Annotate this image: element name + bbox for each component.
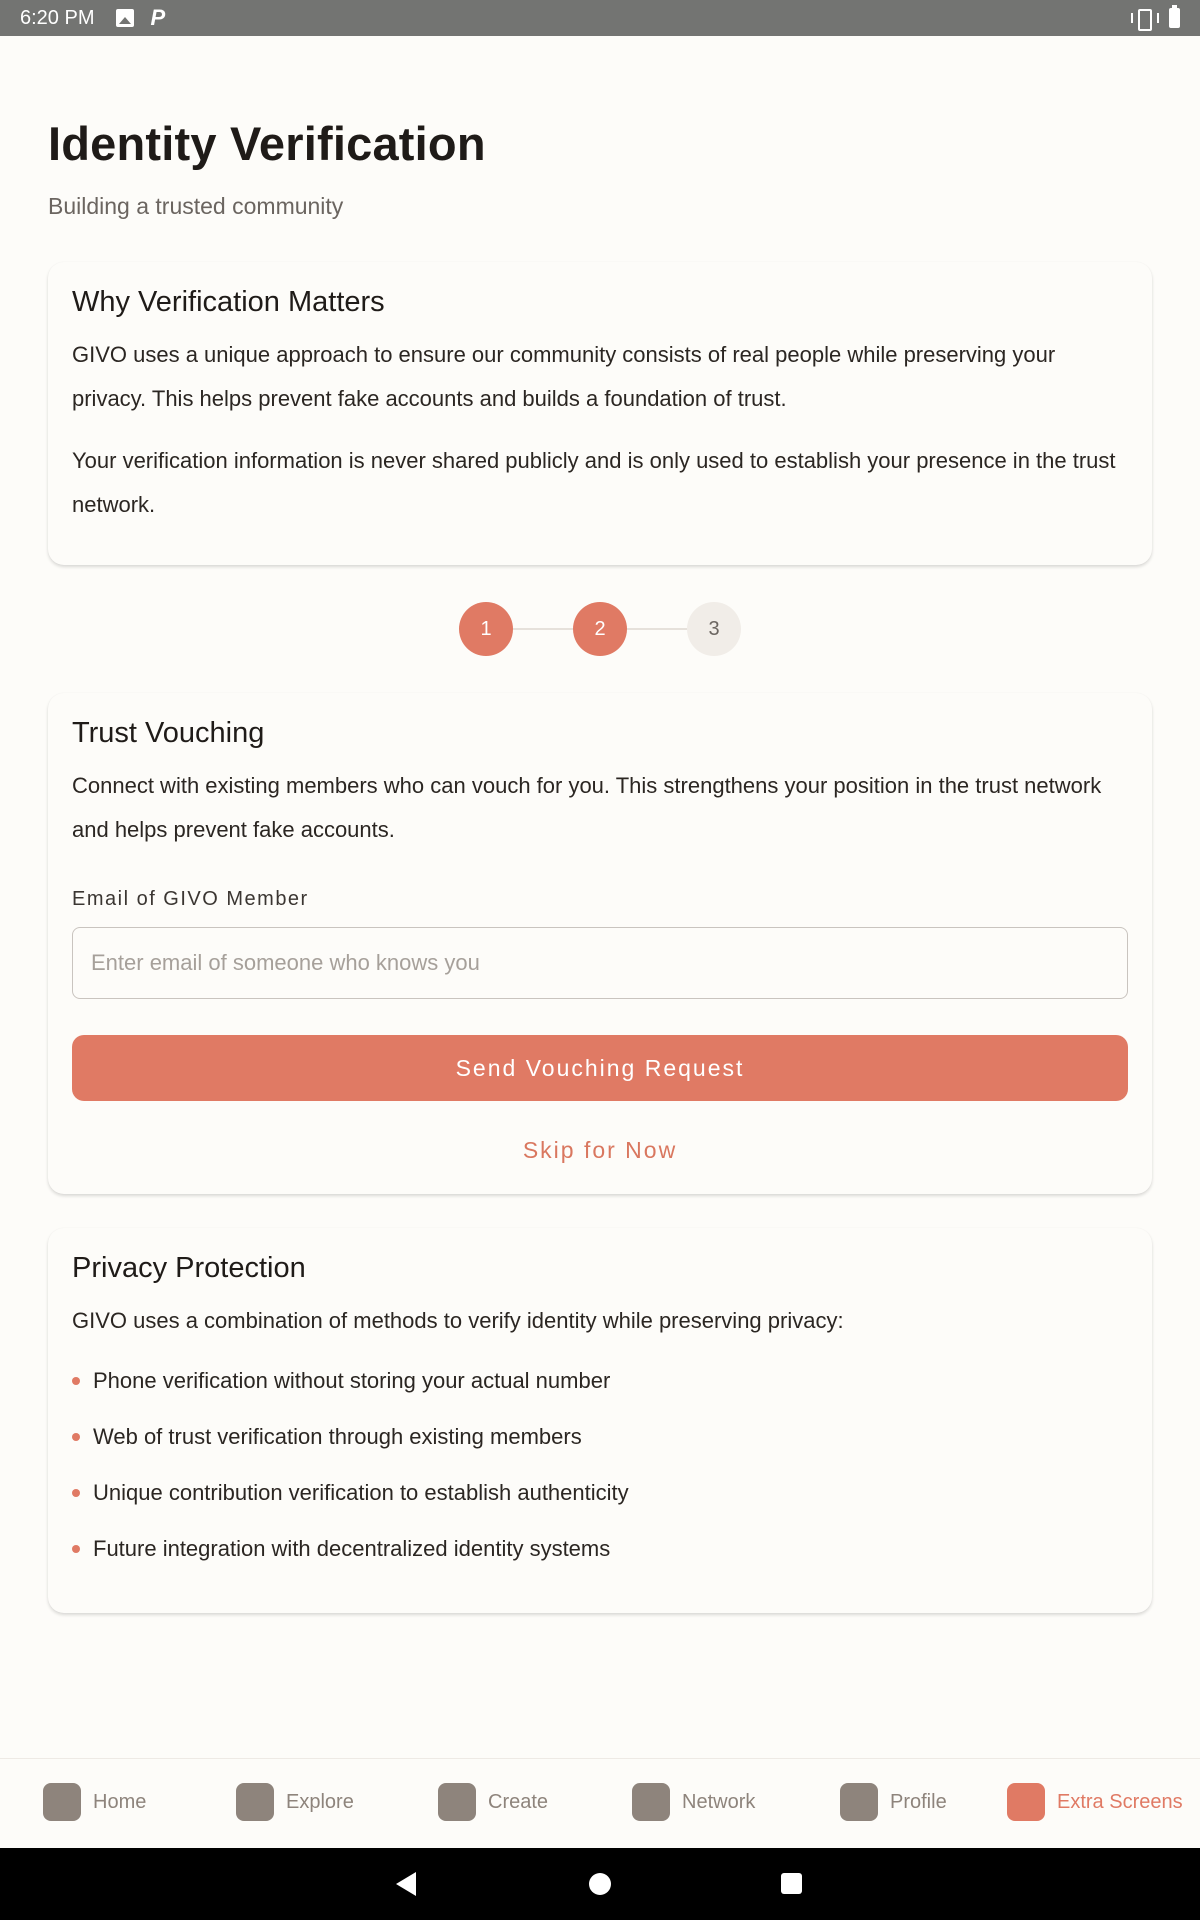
- step-connector: [513, 628, 573, 630]
- why-verification-title: Why Verification Matters: [72, 286, 385, 318]
- list-item: [72, 1409, 1128, 1465]
- why-verification-paragraph-2: Your verification information is never shared publicly and is only used to establish your presence in the trust network.: [72, 448, 1116, 517]
- battery-icon: [1169, 8, 1180, 28]
- parking-icon: P: [150, 5, 166, 30]
- status-time: 6:20 PM: [20, 6, 95, 29]
- email-field-label: Email of GIVO Member: [72, 888, 309, 910]
- nav-item-network[interactable]: [632, 1783, 755, 1821]
- step-3: 3: [687, 602, 741, 656]
- page-title: Identity Verification: [48, 117, 486, 170]
- bottom-navigation: [0, 1758, 1200, 1848]
- list-item-text: Unique contribution verification to establish authenticity: [93, 1480, 629, 1505]
- member-email-input[interactable]: [72, 927, 1128, 999]
- home-icon: [43, 1783, 81, 1821]
- nav-label: Network: [682, 1790, 756, 1813]
- page-subtitle: Building a trusted community: [48, 193, 344, 219]
- privacy-methods-list: [72, 1353, 1128, 1577]
- bullet-dot-icon: [72, 1377, 80, 1385]
- list-item-text: Web of trust verification through existing members: [93, 1424, 582, 1449]
- image-icon: [116, 9, 134, 27]
- nav-label: Home: [93, 1790, 147, 1813]
- bullet-dot-icon: [72, 1433, 80, 1441]
- nav-label: Create: [488, 1790, 549, 1813]
- list-item: [72, 1521, 1128, 1577]
- back-icon[interactable]: [396, 1872, 416, 1896]
- home-circle-icon[interactable]: [589, 1873, 611, 1895]
- nav-label: Extra Screens: [1057, 1790, 1183, 1813]
- send-vouching-request-button[interactable]: Send Vouching Request: [72, 1035, 1128, 1101]
- privacy-protection-title: Privacy Protection: [72, 1252, 306, 1284]
- system-navigation-bar: [0, 1848, 1200, 1920]
- create-icon: [438, 1783, 476, 1821]
- list-item-text: Future integration with decentralized identity systems: [93, 1536, 611, 1561]
- trust-vouching-title: Trust Vouching: [72, 717, 265, 749]
- main-content: [48, 36, 1152, 1613]
- network-icon: [632, 1783, 670, 1821]
- extra-screens-icon: [1007, 1783, 1045, 1821]
- list-item: [72, 1465, 1128, 1521]
- privacy-protection-intro: GIVO uses a combination of methods to verify identity while preserving privacy:: [72, 1308, 844, 1333]
- nav-item-profile[interactable]: [840, 1783, 947, 1821]
- why-verification-paragraph-1: GIVO uses a unique approach to ensure our community consists of real people while preserving your privacy. This helps prevent fake accounts and builds a foundation of trust.: [72, 342, 1056, 411]
- nav-item-extra-screens[interactable]: [1007, 1783, 1183, 1821]
- nav-label: Explore: [286, 1790, 354, 1813]
- status-bar: [0, 0, 1200, 36]
- bullet-dot-icon: [72, 1545, 80, 1553]
- trust-vouching-description: Connect with existing members who can vouch for you. This strengthens your position in the trust network and helps prevent fake accounts.: [72, 773, 1102, 842]
- nav-item-explore[interactable]: [236, 1783, 354, 1821]
- nav-item-home[interactable]: [43, 1783, 146, 1821]
- why-verification-card: [48, 262, 1152, 565]
- nav-item-create[interactable]: [438, 1783, 548, 1821]
- step-2: 2: [573, 602, 627, 656]
- trust-vouching-card: [48, 693, 1152, 1194]
- nav-label: Profile: [890, 1790, 947, 1813]
- vibrate-icon: [1131, 9, 1155, 27]
- explore-icon: [236, 1783, 274, 1821]
- bullet-dot-icon: [72, 1489, 80, 1497]
- list-item: [72, 1353, 1128, 1409]
- list-item-text: Phone verification without storing your actual number: [93, 1368, 611, 1393]
- recents-icon[interactable]: [781, 1873, 802, 1894]
- skip-for-now-button[interactable]: Skip for Now: [522, 1137, 678, 1163]
- step-1: 1: [459, 602, 513, 656]
- step-connector: [627, 628, 687, 630]
- privacy-protection-card: [48, 1228, 1152, 1613]
- verification-stepper: [48, 601, 1152, 657]
- profile-icon: [840, 1783, 878, 1821]
